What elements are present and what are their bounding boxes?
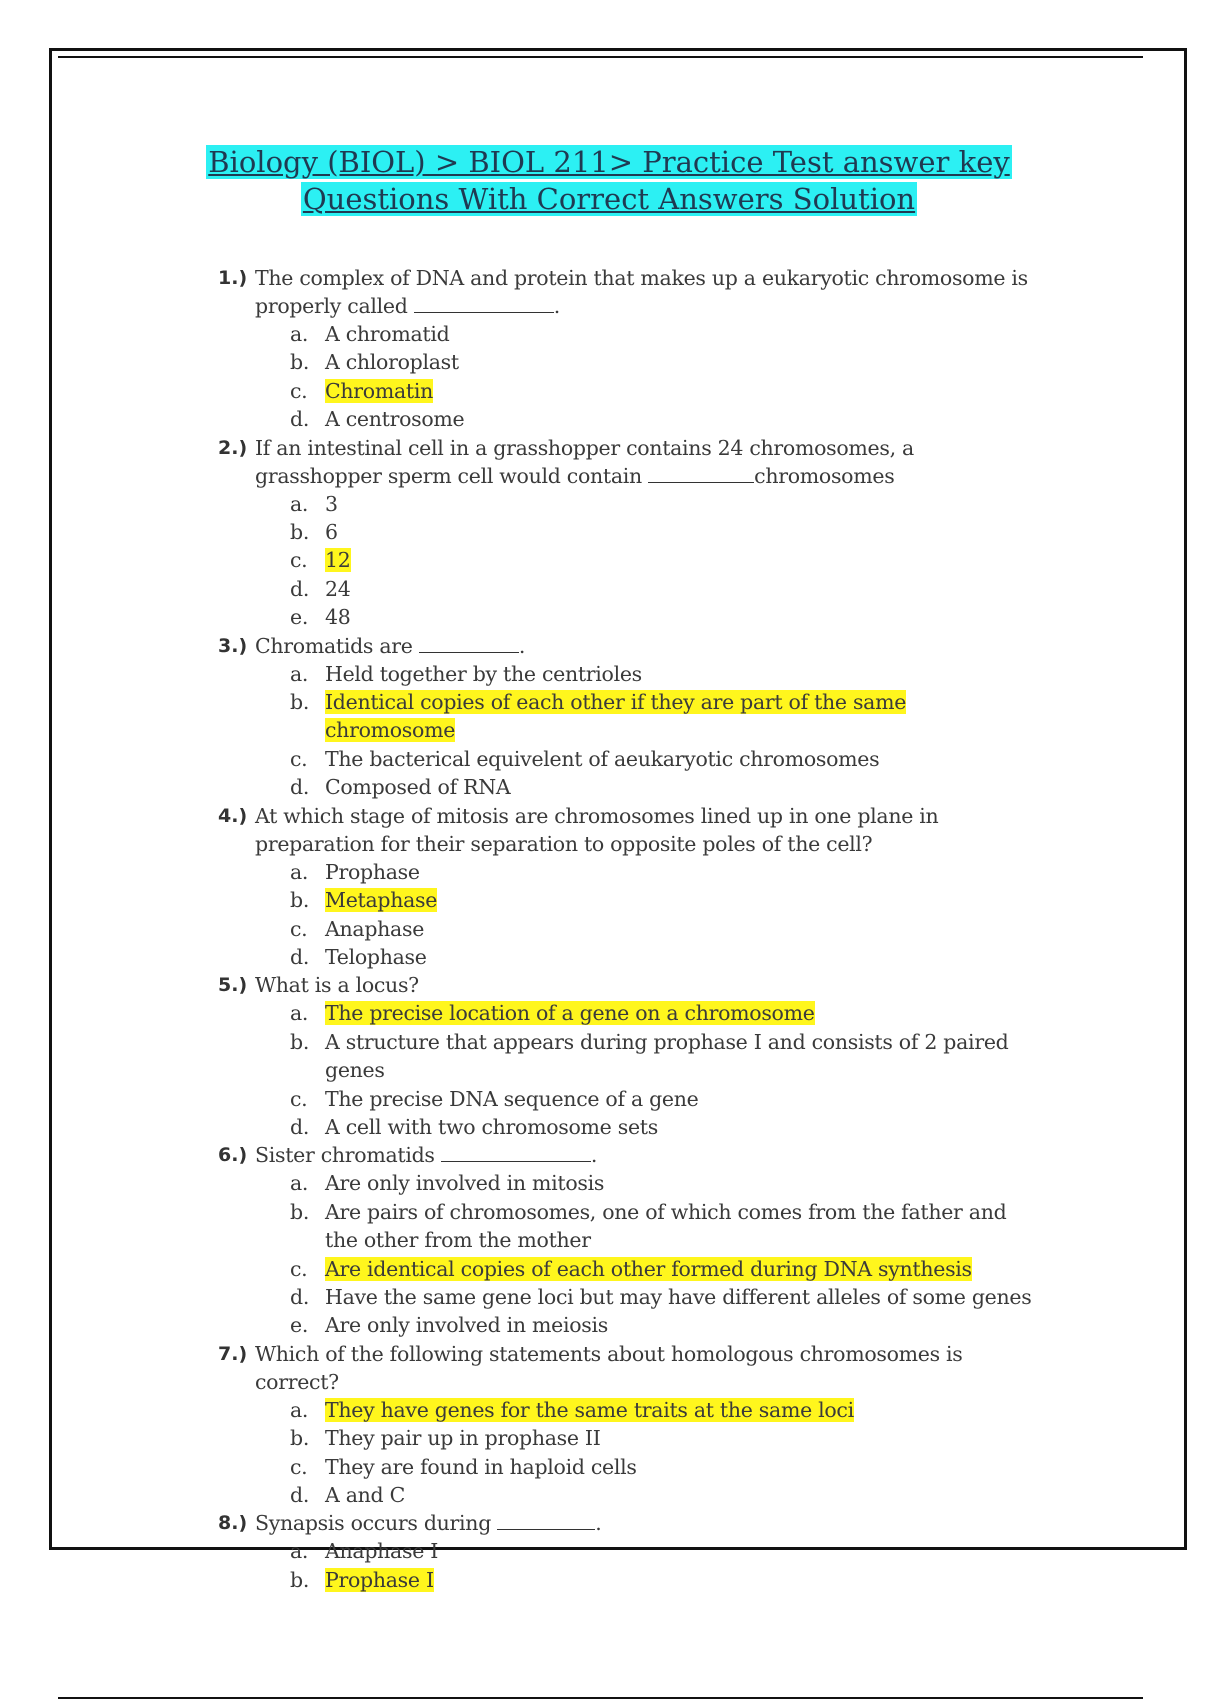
- option-text: 24: [325, 576, 351, 601]
- option-3: [290, 546, 1038, 574]
- question-text: [255, 1141, 1038, 1169]
- option-1: [290, 660, 1038, 688]
- question-stem: At which stage of mitosis are chromosomes lined up in one plane in preparation for their separation to opposite poles of the cell?: [255, 803, 939, 856]
- option-letter: b.: [290, 888, 310, 913]
- option-5: [290, 603, 1038, 631]
- option-text: They pair up in prophase II: [325, 1426, 601, 1451]
- question-1: [218, 264, 1038, 434]
- option-2: [290, 1198, 1038, 1255]
- option-letter: a.: [290, 1171, 309, 1196]
- option-3: [290, 1255, 1038, 1283]
- question-list: [218, 264, 1038, 1594]
- question-8: [218, 1509, 1038, 1594]
- option-text: The precise DNA sequence of a gene: [325, 1086, 699, 1111]
- option-1: [290, 1537, 1038, 1565]
- option-text: A chloroplast: [325, 350, 459, 375]
- option-letter: a.: [290, 491, 309, 516]
- option-2: [290, 1028, 1038, 1085]
- title-line-2: Questions With Correct Answers Solution: [302, 182, 916, 216]
- option-4: [290, 1283, 1038, 1311]
- option-letter: c.: [290, 1086, 308, 1111]
- option-3: [290, 915, 1038, 943]
- option-3: [290, 1453, 1038, 1481]
- option-text: A structure that appears during prophase I and consists of 2 paired genes: [325, 1029, 1009, 1083]
- question-stem-end: .: [590, 1143, 598, 1168]
- option-2: [290, 1566, 1038, 1594]
- option-letter: c.: [290, 1256, 308, 1281]
- option-text: Anaphase I: [325, 1539, 439, 1564]
- question-number: 5.): [218, 974, 248, 997]
- option-letter: b.: [290, 1029, 310, 1054]
- answer-blank: [419, 634, 519, 653]
- option-1: [290, 1396, 1038, 1424]
- option-letter: a.: [290, 1397, 309, 1422]
- question-text: [255, 632, 1038, 660]
- option-letter: b.: [290, 520, 310, 545]
- option-text: A cell with two chromosome sets: [325, 1114, 658, 1139]
- answer-blank: [648, 464, 754, 483]
- question-text: [255, 802, 1038, 858]
- question-text: [255, 264, 1038, 320]
- option-letter: d.: [290, 576, 310, 601]
- option-text: Are pairs of chromosomes, one of which comes from the father and the other from the mother: [325, 1199, 1007, 1253]
- correct-answer-text: The precise location of a gene on a chromosome: [325, 1001, 815, 1026]
- question-stem-end: .: [553, 294, 560, 318]
- title-line-1: Biology (BIOL) > BIOL 211> Practice Test answer key: [208, 145, 1010, 179]
- question-text: [255, 434, 1038, 490]
- option-4: [290, 405, 1038, 433]
- question-number: 1.): [218, 267, 248, 289]
- option-letter: e.: [290, 1313, 309, 1338]
- question-7: [218, 1340, 1038, 1510]
- question-text: [255, 1509, 1038, 1537]
- answer-blank: [497, 1511, 595, 1530]
- option-1: [290, 999, 1038, 1027]
- option-letter: d.: [290, 1483, 310, 1507]
- option-3: [290, 377, 1038, 405]
- correct-answer-text: Identical copies of each other if they are part of the same chromosome: [325, 690, 907, 743]
- question-text: [255, 971, 1038, 999]
- option-text: The bacterical equivelent of aeukaryotic chromosomes: [325, 746, 880, 771]
- question-stem-end: .: [595, 1511, 602, 1536]
- option-1: [290, 320, 1038, 348]
- option-4: [290, 1113, 1038, 1141]
- option-text: Prophase: [325, 859, 420, 884]
- option-letter: a.: [290, 661, 309, 686]
- option-text: A centrosome: [325, 407, 465, 432]
- option-letter: a.: [290, 322, 309, 346]
- option-text: Telophase: [325, 944, 427, 969]
- question-stem: Sister chromatids: [255, 1143, 435, 1168]
- option-letter: b.: [290, 690, 310, 715]
- option-text: 6: [325, 520, 338, 545]
- option-letter: c.: [290, 548, 308, 573]
- answer-blank: [414, 294, 554, 313]
- option-4: [290, 1481, 1038, 1509]
- option-text: Held together by the centrioles: [325, 661, 642, 686]
- option-letter: b.: [290, 1199, 310, 1224]
- question-stem-end: .: [518, 633, 526, 658]
- option-2: [290, 1424, 1038, 1452]
- bottom-rule: [58, 1697, 1143, 1699]
- option-text: Have the same gene loci but may have different alleles of some genes: [325, 1284, 1032, 1309]
- correct-answer-text: Chromatin: [325, 378, 433, 403]
- question-stem: The complex of DNA and protein that makes up a eukaryotic chromosome is properly called: [255, 266, 1028, 318]
- option-1: [290, 490, 1038, 518]
- option-letter: a.: [290, 1539, 309, 1564]
- option-4: [290, 575, 1038, 603]
- question-stem: Chromatids are: [255, 633, 413, 658]
- correct-answer-text: Prophase I: [325, 1567, 434, 1592]
- question-6: [218, 1141, 1038, 1339]
- option-text: They are found in haploid cells: [325, 1454, 637, 1479]
- question-stem: If an intestinal cell in a grasshopper contains 24 chromosomes, a grasshopper sperm cell would contain: [255, 435, 914, 488]
- option-4: [290, 773, 1038, 801]
- question-text: [255, 1340, 1038, 1396]
- question-4: [218, 802, 1038, 972]
- option-3: [290, 1085, 1038, 1113]
- option-3: [290, 745, 1038, 773]
- option-letter: c.: [290, 378, 308, 403]
- option-1: [290, 1169, 1038, 1197]
- question-2: [218, 434, 1038, 632]
- option-letter: a.: [290, 859, 309, 884]
- option-text: A and C: [325, 1483, 405, 1507]
- option-2: [290, 518, 1038, 546]
- question-stem: What is a locus?: [255, 973, 419, 998]
- question-3: [218, 632, 1038, 802]
- option-letter: b.: [290, 1426, 310, 1451]
- option-letter: b.: [290, 1567, 310, 1592]
- option-letter: a.: [290, 1001, 309, 1026]
- question-number: 8.): [218, 1512, 248, 1535]
- option-text: Are only involved in meiosis: [325, 1313, 608, 1338]
- question-number: 4.): [218, 804, 248, 827]
- option-text: 48: [325, 605, 351, 630]
- option-letter: d.: [290, 1114, 310, 1139]
- correct-answer-text: Metaphase: [325, 888, 438, 913]
- option-letter: e.: [290, 605, 309, 630]
- option-4: [290, 943, 1038, 971]
- option-text: Composed of RNA: [325, 775, 511, 800]
- option-letter: c.: [290, 746, 308, 771]
- question-number: 7.): [218, 1342, 248, 1365]
- option-5: [290, 1311, 1038, 1339]
- question-number: 2.): [218, 436, 248, 459]
- question-stem: Which of the following statements about homologous chromosomes is correct?: [255, 1341, 963, 1394]
- answer-blank: [441, 1143, 591, 1162]
- option-1: [290, 858, 1038, 886]
- question-number: 6.): [218, 1144, 248, 1167]
- option-letter: d.: [290, 1284, 310, 1309]
- option-letter: c.: [290, 916, 308, 941]
- option-text: A chromatid: [325, 322, 450, 346]
- question-stem: Synapsis occurs during: [255, 1511, 492, 1536]
- option-letter: c.: [290, 1454, 308, 1479]
- option-text: Anaphase: [325, 916, 425, 941]
- option-letter: d.: [290, 944, 310, 969]
- option-letter: b.: [290, 350, 310, 375]
- question-number: 3.): [218, 634, 248, 657]
- option-letter: d.: [290, 775, 310, 800]
- option-text: 3: [325, 491, 338, 516]
- question-5: [218, 971, 1038, 1141]
- option-letter: d.: [290, 407, 310, 432]
- option-2: [290, 688, 1038, 745]
- option-2: [290, 886, 1038, 914]
- question-stem-end: chromosomes: [754, 463, 895, 488]
- correct-answer-text: They have genes for the same traits at the same loci: [325, 1397, 854, 1422]
- correct-answer-text: 12: [325, 548, 351, 573]
- correct-answer-text: Are identical copies of each other formed during DNA synthesis: [325, 1256, 972, 1281]
- option-text: Are only involved in mitosis: [325, 1171, 605, 1196]
- option-2: [290, 348, 1038, 376]
